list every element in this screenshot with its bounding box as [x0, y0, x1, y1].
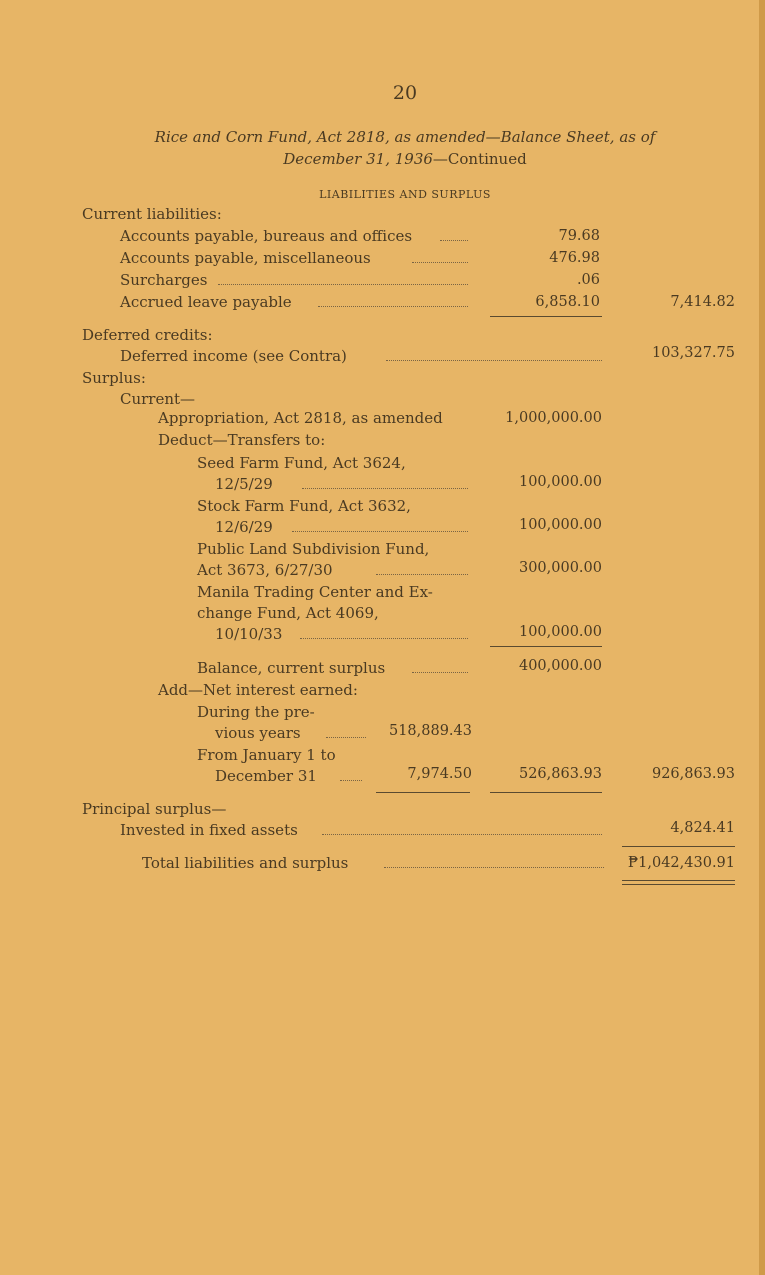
- principal-surplus-label: Principal surplus—: [82, 800, 227, 818]
- fixed-assets-label: Invested in fixed assets: [120, 821, 298, 839]
- transfer-4-line-1: Manila Trading Center and Ex-: [197, 583, 433, 601]
- deduct-label: Deduct—Transfers to:: [158, 431, 326, 449]
- transfer-1-line-1: Seed Farm Fund, Act 3624,: [197, 454, 406, 472]
- interest-2-line-2: December 31: [215, 767, 317, 785]
- deferred-credits-total: 103,327.75: [651, 345, 735, 361]
- leader: [318, 306, 468, 307]
- liability-amount-1: 79.68: [558, 228, 600, 244]
- title-continued: —Continued: [432, 150, 527, 168]
- liability-amount-3: .06: [576, 272, 600, 288]
- leader: [384, 867, 604, 868]
- grand-total-amount: ₱1,042,430.91: [627, 855, 735, 871]
- principal-surplus-total: 4,824.41: [670, 820, 735, 836]
- subtotal-rule: [490, 316, 602, 317]
- current-surplus-label: Current—: [120, 390, 196, 408]
- transfer-3-amount: 300,000.00: [518, 560, 602, 576]
- page-number: 20: [392, 82, 418, 104]
- current-liabilities-total: 7,414.82: [670, 294, 735, 310]
- title-date: December 31, 1936: [283, 150, 433, 168]
- interest-total: 526,863.93: [518, 766, 602, 782]
- transfer-2-line-1: Stock Farm Fund, Act 3632,: [197, 497, 411, 515]
- double-rule-bottom: [622, 884, 735, 885]
- transfer-2-amount: 100,000.00: [518, 517, 602, 533]
- appropriation-amount: 1,000,000.00: [505, 410, 602, 426]
- section-heading: LIABILITIES AND SURPLUS: [319, 188, 491, 201]
- transfer-3-line-2: Act 3673, 6/27/30: [197, 561, 333, 579]
- transfer-4-amount: 100,000.00: [518, 624, 602, 640]
- total-rule: [622, 846, 735, 847]
- balance-amount: 400,000.00: [518, 658, 602, 674]
- leader: [376, 574, 468, 575]
- leader: [292, 531, 468, 532]
- leader: [340, 780, 362, 781]
- liability-label-2: Accounts payable, miscellaneous: [120, 249, 371, 267]
- transfer-4-line-2: change Fund, Act 4069,: [197, 604, 379, 622]
- subtotal-rule: [490, 792, 602, 793]
- title-line-2: [0, 150, 765, 168]
- current-liabilities-label: Current liabilities:: [82, 205, 222, 223]
- leader: [218, 284, 468, 285]
- transfer-3-line-1: Public Land Subdivision Fund,: [197, 540, 430, 558]
- leader: [440, 240, 468, 241]
- add-interest-label: Add—Net interest earned:: [158, 681, 358, 699]
- liability-amount-4: 6,858.10: [535, 294, 600, 310]
- leader: [302, 488, 468, 489]
- surplus-label: Surplus:: [82, 369, 146, 387]
- deferred-credits-label: Deferred credits:: [82, 326, 213, 344]
- transfer-1-amount: 100,000.00: [518, 474, 602, 490]
- interest-2-line-1: From January 1 to: [197, 746, 336, 764]
- balance-label: Balance, current surplus: [197, 659, 386, 677]
- leader: [412, 262, 468, 263]
- appropriation-label: Appropriation, Act 2818, as amended: [158, 409, 443, 427]
- subtotal-rule: [490, 646, 602, 647]
- interest-1-amount: 518,889.43: [388, 723, 472, 739]
- interest-2-amount: 7,974.50: [407, 766, 472, 782]
- subtotal-rule: [376, 792, 470, 793]
- deferred-income-label: Deferred income (see Contra): [120, 347, 347, 365]
- interest-1-line-1: During the pre-: [197, 703, 315, 721]
- liability-label-4: Accrued leave payable: [120, 293, 292, 311]
- title-line-1: [0, 128, 765, 146]
- transfer-4-line-3: 10/10/33: [215, 625, 283, 643]
- liability-amount-2: 476.98: [549, 250, 600, 266]
- transfer-2-line-2: 12/6/29: [215, 518, 273, 536]
- leader: [300, 638, 468, 639]
- leader: [386, 360, 602, 361]
- leader: [412, 672, 468, 673]
- leader: [322, 834, 602, 835]
- liability-label-3: Surcharges: [120, 271, 208, 289]
- interest-1-line-2: vious years: [215, 724, 301, 742]
- current-surplus-total: 926,863.93: [651, 766, 735, 782]
- double-rule-top: [622, 880, 735, 881]
- grand-total-label: Total liabilities and surplus: [142, 854, 349, 872]
- leader: [326, 737, 366, 738]
- title-text-1: Rice and Corn Fund, Act 2818, as amended—Balance Sheet, as of: [154, 128, 656, 146]
- transfer-1-line-2: 12/5/29: [215, 475, 273, 493]
- liability-label-1: Accounts payable, bureaus and offices: [120, 227, 413, 245]
